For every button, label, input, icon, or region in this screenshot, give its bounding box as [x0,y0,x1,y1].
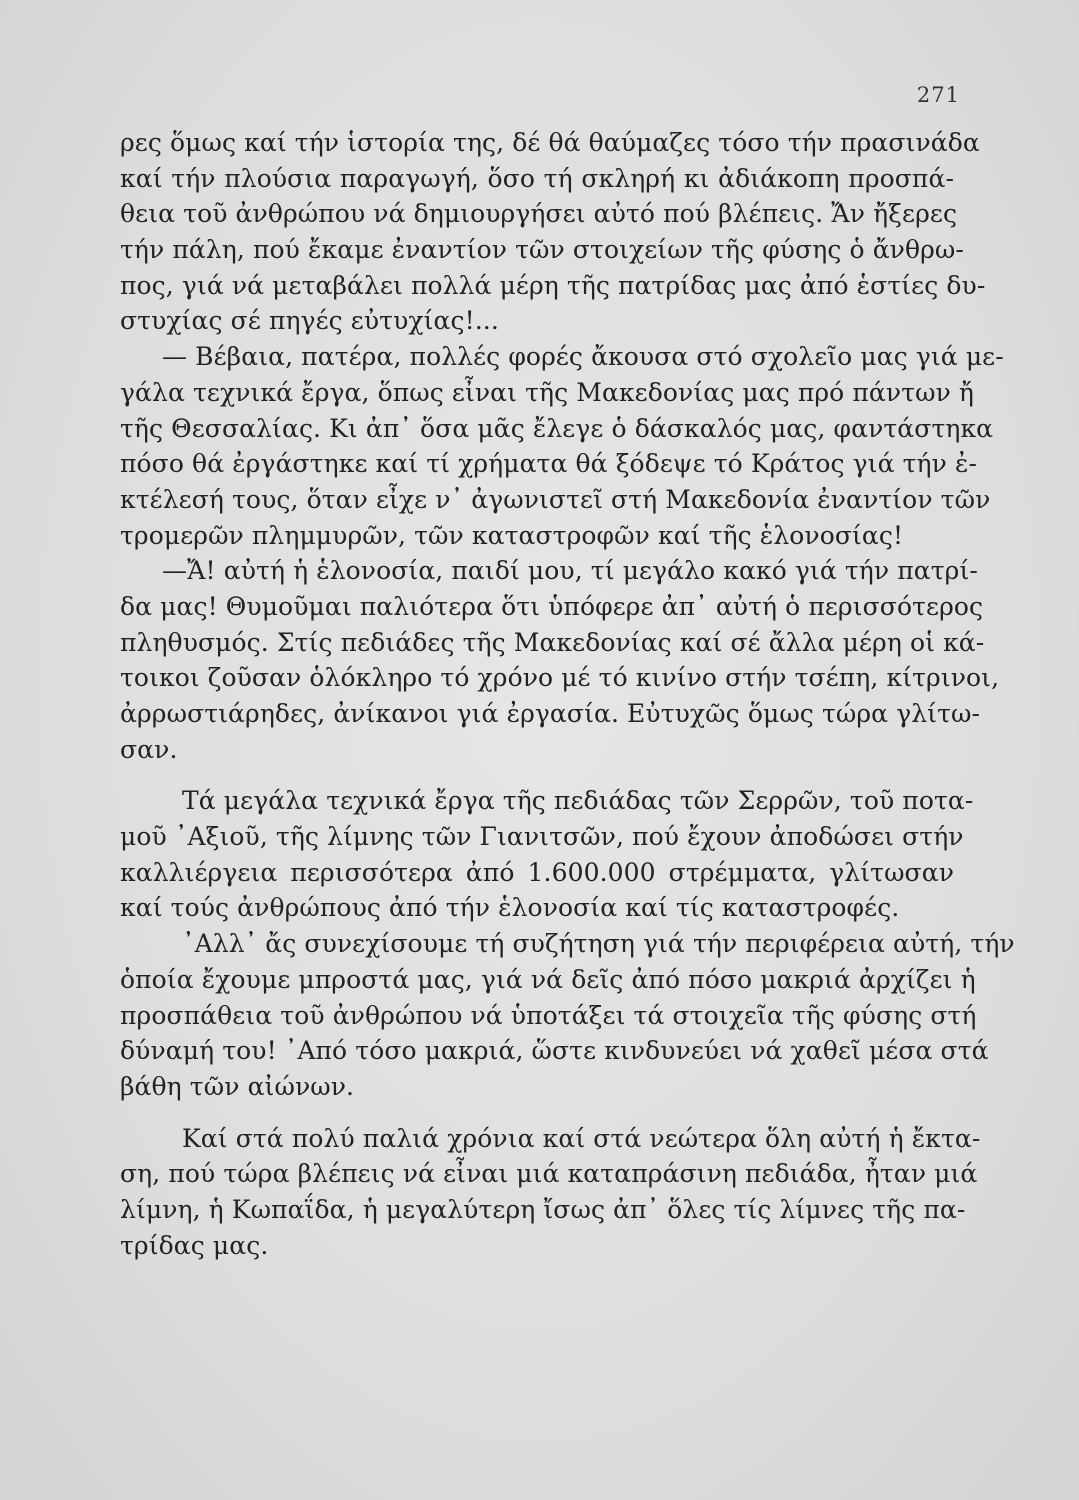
text-line: Τά μεγάλα τεχνικά ἔργα τῆς πεδιάδας τῶν Σερρῶν, τοῦ ποτα- [182,786,974,816]
text-line: πόσο θά ἐργάστηκε καί τί χρήματα θά ξόδεψε τό Κράτος γιά τήν ἐ- [120,449,978,479]
text-line: μοῦ ᾽Αξιοῦ, τῆς λίμνης τῶν Γιανιτσῶν, πού ἔχουν ἀποδώσει στήν [120,822,964,852]
text-line: τοικοι ζοῦσαν ὁλόκληρο τό χρόνο μέ τό κινίνο στήν τσέπη, κίτρινοι, [120,663,1000,693]
text-line: γάλα τεχνικά ἔργα, ὅπως εἶναι τῆς Μακεδονίας μας πρό πάντων ἤ [120,377,975,407]
text-line: προσπάθεια τοῦ ἀνθρώπου νά ὑποτάξει τά στοιχεῖα τῆς φύσης στή [120,1000,977,1030]
text-line: σαν. [120,734,178,764]
text-line: τρίδας μας. [120,1230,269,1260]
paragraph-gap [120,1105,954,1121]
text-line: Καί στά πολύ παλιά χρόνια καί στά νεώτερα ὅλη αὐτή ἡ ἔκτα- [182,1123,981,1153]
paragraph-gap [120,767,954,783]
text-line: —Ἄ! αὐτή ἡ ἑλονοσία, παιδί μου, τί μεγάλο κακό γιά τήν πατρί- [162,556,978,586]
text-line: πος, γιά νά μεταβάλει πολλά μέρη τῆς πατρίδας μας ἀπό ἑστίες δυ- [120,270,986,300]
body-text [120,125,1015,1263]
text-line: λίμνη, ἡ Κωπαΐδα, ἡ μεγαλύτερη ἴσως ἀπ᾽ ὅλες τίς λίμνες τῆς πα- [120,1194,966,1224]
text-line: δα μας! Θυμοῦμαι παλιότερα ὅτι ὑπόφερε ἀπ᾽ αὐτή ὁ περισσότερος [120,591,984,621]
text-line: ὁποία ἔχουμε μπροστά μας, γιά νά δεῖς ἀπό πόσο μακριά ἀρχίζει ἡ [120,964,976,994]
text-line: στυχίας σέ πηγές εὐτυχίας!... [120,306,499,336]
text-line: ση, πού τώρα βλέπεις νά εἶναι μιά καταπράσινη πεδιάδα, ἦταν μιά [120,1159,978,1189]
text-line: καί τήν πλούσια παραγωγή, ὅσο τή σκληρή κι ἀδιάκοπη προσπά- [120,163,954,193]
text-line: ᾽Αλλ᾽ ἄς συνεχίσουμε τή συζήτηση γιά τήν περιφέρεια αὐτή, τήν [182,929,1015,959]
text-line: βάθη τῶν αἰώνων. [120,1071,355,1101]
text-line: καί τούς ἀνθρώπους ἀπό τήν ἑλονοσία καί τίς καταστροφές. [120,893,900,923]
text-line: πληθυσμός. Στίς πεδιάδες τῆς Μακεδονίας καί σέ ἄλλα μέρη οἱ κά- [120,627,985,657]
page-number: 271 [916,83,960,107]
text-line: θεια τοῦ ἀνθρώπου νά δημιουργήσει αὐτό πού βλέπεις. Ἄν ἤξερες [120,199,958,229]
text-line: τρομερῶν πλημμυρῶν, τῶν καταστροφῶν καί τῆς ἑλονοσίας! [120,520,904,550]
text-line: ἀρρωστιάρηδες, ἀνίκανοι γιά ἐργασία. Εὐτυχῶς ὅμως τώρα γλίτω- [120,699,981,728]
text-line: — Βέβαια, πατέρα, πολλές φορές ἄκουσα στό σχολεῖο μας γιά με- [162,342,1004,372]
text-line: δύναμή του! ᾽Από τόσο μακριά, ὥστε κινδυνεύει νά χαθεῖ μέσα στά [120,1036,989,1066]
text-line: ρες ὅμως καί τήν ἱστορία της, δέ θά θαύμαζες τόσο τήν πρασινάδα [120,128,980,157]
text-line: τῆς Θεσσαλίας. Κι ἀπ᾽ ὅσα μᾶς ἔλεγε ὁ δάσκαλός μας, φαντάστηκα [120,413,994,443]
text-line: καλλιέργεια περισσότερα ἀπό 1.600.000 στρέμματα, γλίτωσαν [120,857,954,887]
text-line: τήν πάλη, πού ἔκαμε ἐναντίον τῶν στοιχείων τῆς φύσης ὁ ἄνθρω- [120,235,964,265]
text-line: κτέλεσή τους, ὅταν εἶχε ν᾽ ἀγωνιστεῖ στή Μακεδονία ἐναντίον τῶν [120,484,991,514]
